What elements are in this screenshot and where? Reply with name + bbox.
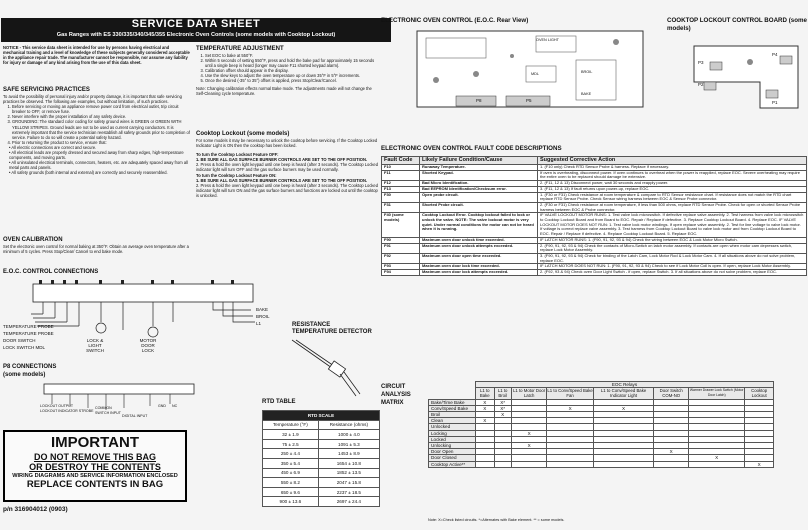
- oven-calibration-title: OVEN CALIBRATION: [3, 237, 63, 243]
- rtd-temperature: 75 ± 2.5: [263, 439, 319, 449]
- p8-label-lockout-output: LOCKOUT OUTPUT: [40, 404, 74, 408]
- matrix-cell: [547, 461, 593, 467]
- header-banner: [1, 18, 391, 42]
- fault-cause: Bad Micro Identification.: [420, 181, 538, 187]
- page-title: SERVICE DATA SHEET: [131, 18, 261, 30]
- fault-cause: Open probe circuit.: [420, 192, 538, 202]
- matrix-row-label: Door Closed: [429, 455, 476, 461]
- matrix-cell: X: [745, 461, 774, 467]
- eoc-rear-view-diagram: [416, 30, 644, 108]
- matrix-row-label: Unlocking: [429, 443, 476, 449]
- board-label-p1: P1: [772, 100, 778, 105]
- fault-code: F93: [382, 264, 420, 270]
- fault-action: If oven is overheating, disconnect power. If oven continues to overheat when the power is reapplied, replace EOC. Severe overheating may require the entire oven to be replaced should damage be extensive.: [538, 170, 807, 180]
- matrix-cell: X: [511, 430, 547, 436]
- fault-cause: Shorted Probe circuit.: [420, 202, 538, 212]
- matrix-cell: [654, 461, 689, 467]
- rtd-temperature: 650 ± 9.6: [263, 487, 319, 497]
- label-door-switch: DOOR SWITCH: [3, 338, 36, 343]
- safety-item: 1. Before servicing or moving an appliance remove power cord from electrical outlet, trip circuit breaker to OFF, or remove fuse.: [12, 104, 191, 114]
- matrix-col-header: Door Switch COM-NO: [654, 388, 689, 399]
- matrix-col-header: L1 to Broil: [494, 388, 511, 399]
- rtd-row: [263, 439, 380, 449]
- matrix-row-label: Door Open: [429, 449, 476, 455]
- cooktop-on-step1: 1. BE SURE ALL GAS SURFACE BURNER CONTROLS ARE SET TO THE OFF POSITION.: [196, 177, 368, 183]
- matrix-cell: X: [476, 418, 495, 424]
- matrix-cell: X: [547, 405, 593, 411]
- matrix-cell: [593, 461, 653, 467]
- safety-item: 3. GROUNDING: The standard color coding for safety ground wires is GREEN or GREEN WITH YELLOW STRIPES. Ground leads are not to be used as current carrying conductors. It is extremely important that the service technician reestablish all safety grounds prior to completion of service. Failure to do so will create a potential safety hazard.: [12, 119, 191, 139]
- rear-label-mdl: MDL: [531, 72, 540, 76]
- rtd-table: [262, 410, 380, 507]
- cooktop-board-title: COOKTOP LOCKOUT CONTROL BOARD (some models): [667, 17, 807, 32]
- matrix-cell: X*: [494, 405, 511, 411]
- matrix-row-label: Locked: [429, 436, 476, 442]
- fault-code-table: [381, 156, 807, 276]
- fault-col-action: Suggested Corrective Action: [538, 157, 807, 165]
- notice-label: NOTICE -: [3, 45, 23, 50]
- fault-action: 1. (F30 or F31) Check resistance at room temperature & compare to RTD Sensor resistance chart. If resistance does not match the RTD chart replace RTD Sensor Probe. Check Sensor wiring harness between EOC & Sensor Probe connector.: [538, 192, 807, 202]
- matrix-cell: [476, 461, 495, 467]
- rtd-resistance: 1000 ± 4.0: [318, 430, 379, 440]
- fault-action: 3. (F90, 91, 92, 93 & 94) Check for binding of the Latch Cam, Lock Motor Rod & Lock Motor Cam. 4. If all situations above do not solve problem, replace EOC.: [538, 253, 807, 263]
- matrix-cell: X: [476, 405, 495, 411]
- rtd-resistance: 1453 ± 8.9: [318, 449, 379, 459]
- matrix-row-label: Bake/Time Bake: [429, 399, 476, 405]
- notice: [3, 45, 191, 65]
- rtd-temperature: 32 ± 1.9: [263, 430, 319, 440]
- temp-adjust-steps: [196, 53, 378, 84]
- cooktop-title: Cooktop Lockout (some models): [196, 131, 290, 137]
- fault-codes-title: ELECTRONIC OVEN CONTROL FAULT CODE DESCRIPTIONS: [381, 145, 562, 152]
- matrix-cell: X: [689, 455, 745, 461]
- rtd-resistance: 2237 ± 18.5: [318, 487, 379, 497]
- warning-line1: DO NOT REMOVE THIS BAG: [33, 452, 156, 462]
- fault-cause: Maximum oven door lock time exceeded.: [420, 264, 538, 270]
- fault-code: F92: [382, 253, 420, 263]
- matrix-row-label: Clean: [429, 418, 476, 424]
- fault-action: IF LATCH MOTOR RUNS: 1. (F90, 91, 92, 93 & 94) Check the wiring between EOC & Lock Motor Micro Switch.: [538, 237, 807, 243]
- oven-calibration-text: Set the electronic oven control for normal baking at 350°F. Obtain an average oven temperature after a minimum of 5 cycles. Press Stop/Clear/ Cancel to end bake mode.: [3, 244, 189, 255]
- matrix-cell: X: [593, 405, 653, 411]
- temp-adjust-step: 2. Within 5 seconds of setting 550°F, press and hold the bake pad for approximately 15 seconds until a single beep is heard (longer may cause F11 shorted keypad alarm).: [205, 58, 378, 68]
- fault-code: F91: [382, 243, 420, 253]
- board-label-p4: P4: [772, 52, 778, 57]
- fault-cause: Bad EEPROM Identification/Checksum error.: [420, 186, 538, 192]
- matrix-col-header: L1 to Bake: [476, 388, 495, 399]
- fault-cause: Maximum oven door lock attempts exceeded.: [420, 270, 538, 276]
- cooktop-off-step2: 2. Press & hold the oven light keypad until one beep is heard (after 3 seconds). The Cooktop Locked indicator light will turn OFF and the gas surface burners may be used normally.: [196, 162, 378, 173]
- matrix-cell: [511, 461, 547, 467]
- fault-action: 2. (F30 or F31) Check resistance at room temperature, if less than 500 ohms, replace RTD Sensor Probe. Check for open or shorted Sensor Probe harness between EOC & Probe connector.: [538, 202, 807, 212]
- fault-code: F90: [382, 237, 420, 243]
- rtd-col-temp: Temperature (°F): [263, 420, 319, 430]
- fault-row: [382, 202, 807, 212]
- fault-action: 2. (F92, 93 & 94) Check oven Door Light Switch - if open, replace Switch. 3. If all situations above do not solve problem, replace EOC.: [538, 270, 807, 276]
- rtd-row: [263, 449, 380, 459]
- rear-label-p5: P5: [526, 98, 532, 103]
- rtd-row: [263, 497, 380, 507]
- rtd-temperature: 450 ± 6.9: [263, 468, 319, 478]
- safety-item: 2. Never interfere with the proper installation of any safety device.: [12, 114, 191, 119]
- warning-line2: OR DESTROY THE CONTENTS: [29, 462, 161, 472]
- rear-label-bake: BAKE: [581, 92, 592, 96]
- p8-label-nc: NC: [172, 404, 178, 408]
- matrix-col-header: L1 to Conv/Speed Bake Fan: [547, 388, 593, 399]
- rtd-row: [263, 468, 380, 478]
- rtd-row: [263, 478, 380, 488]
- rear-view-title: ELECTRONIC OVEN CONTROL (E.O.C. Rear View): [381, 17, 529, 24]
- safety-title: SAFE SERVICING PRACTICES: [3, 87, 90, 93]
- safety-bullet: • All safety grounds (both internal and external) are correctly and securely reassembled.: [9, 170, 168, 176]
- notice-text: This service data sheet is intended for use by persons having electrical and mechanical training and a level of knowledge of these subjects generally considered acceptable in the appliance repair trade. The manufacturer cannot be responsible, nor assume any liability for injury or damage of any kind arising from the use of this data sheet.: [3, 45, 190, 66]
- matrix-title: CIRCUIT ANALYSIS MATRIX: [381, 384, 411, 406]
- fault-row: [382, 192, 807, 202]
- fault-code: F11: [382, 170, 420, 180]
- rtd-row: [263, 458, 380, 468]
- rtd-resistance: 2697 ± 24.4: [318, 497, 379, 507]
- matrix-cell: X: [511, 443, 547, 449]
- cooktop-intro: For some models it may be necessary to unlock the cooktop before servicing. If the Cooktop Locked Indicator Light is ON then the cooktop has been locked.: [196, 138, 378, 149]
- fault-cause: Maximum oven door open time exceeded.: [420, 253, 538, 263]
- matrix-cell: [689, 461, 745, 467]
- board-label-p3: P3: [698, 60, 704, 65]
- label-temp-probe-2: TEMPERATURE PROBE: [3, 331, 54, 336]
- rtd-temperature: 900 ± 13.6: [263, 497, 319, 507]
- fault-cause: Shorted Keypad.: [420, 170, 538, 180]
- rtd-row: [263, 430, 380, 440]
- matrix-row-label: Conv/Speed Bake: [429, 405, 476, 411]
- matrix-cell: X: [494, 412, 511, 418]
- fault-cause: Cooktop Lockout Error. Cooktop lockout failed to lock or unlock the valve. NOTE: The valve lockout motor is very quiet. Under normal conditions the motor can not be heard when it is running.: [420, 213, 538, 238]
- matrix-note: Note: X=Check listed circuits. *=Alternates with Bake element. ** = some models.: [428, 518, 565, 522]
- safety-bullet: • All electrical leads are properly dressed and secured away from sharp edges, high-temperature components, and moving parts.: [9, 150, 184, 161]
- rtd-resistance: 1852 ± 13.5: [318, 468, 379, 478]
- matrix-row-label: Locking: [429, 430, 476, 436]
- fault-row: [382, 270, 807, 276]
- p8-label-gnd: GND: [158, 404, 166, 408]
- matrix-cell: X: [476, 399, 495, 405]
- cooktop-board-diagram: [690, 42, 802, 112]
- rtd-resistance: 2047 ± 15.8: [318, 478, 379, 488]
- safety-list: [3, 104, 191, 145]
- safety-bullet: • All electric connections are correct and secure.: [9, 144, 97, 150]
- warning-line4: REPLACE CONTENTS IN BAG: [26, 479, 164, 491]
- matrix-group-header: EOC Relays: [476, 382, 774, 388]
- fault-code: F12: [382, 181, 420, 187]
- cooktop-off-title: To turn the Cooktop Lockout Feature OFF:: [196, 152, 279, 158]
- safety-intro: To avoid the possibility of personal injury and/or property damage, it is important that safe servicing practices be observed. The following are examples, but without limitation, of such practices.: [3, 94, 182, 105]
- fault-action: 2. (F11, 12 & 13) Disconnect power, wait 30 seconds and reapply power.: [538, 181, 807, 187]
- rear-label-broil: BROIL: [581, 70, 593, 74]
- label-l1: L1: [256, 321, 262, 326]
- matrix-cell: X*: [494, 399, 511, 405]
- safety-section: [3, 86, 191, 176]
- matrix-col-header: L1 to Motor Door Latch: [512, 388, 546, 399]
- fault-action: IF VALVE LOCKOUT MOTOR RUNS: 1. Test valve lock microswitch. If defective replace valve assembly. 2. Test harness from valve lock microswitch to Cooktop Lockout Board and from Board to EOC. Repair / Replace if defective. 3. Replace Cooktop Lockout Board. 4. Replace EOC. IF VALVE LOCKOUT MOTOR DOES NOT RUN: 1. Test valve lock motor windings. If open replace valve assembly. 2. Test for line voltage to valve lock motor. If voltage is correct replace valve assembly. 3. Test harness from Cooktop Lockout Board to valve lock motor and from Cooktop Lockout Board to EOC. Repair / Replace if defective. 4. Replace Cooktop Lockout Board. 5. Replace EOC.: [538, 213, 807, 238]
- oven-calibration: [3, 236, 191, 254]
- rtd-row: [263, 487, 380, 497]
- rtd-scale-header: RTD SCALE: [263, 411, 380, 421]
- fault-code: F31: [382, 202, 420, 212]
- cooktop-on-title: To turn the Cooktop Lockout Feature ON:: [196, 172, 277, 178]
- fault-col-code: Fault Code: [382, 157, 420, 165]
- rtd-resistance: 1091 ± 5.3: [318, 439, 379, 449]
- temp-adjust-note: Note: Changing calibration effects normal Bake mode. The adjustments made will not change the Self-Cleaning cycle temperature.: [196, 85, 372, 96]
- circuit-matrix: [428, 381, 774, 468]
- rtd-table-title: RTD TABLE: [262, 399, 296, 405]
- rtd-temperature: 550 ± 8.2: [263, 478, 319, 488]
- fault-cause: Maximum oven door unlock time exceeded.: [420, 237, 538, 243]
- fault-row: [382, 253, 807, 263]
- rtd-temperature: 250 ± 4.4: [263, 449, 319, 459]
- label-temp-probe-1: TEMPERATURE PROBE: [3, 324, 54, 329]
- matrix-cell: X: [654, 449, 689, 455]
- fault-code: F94: [382, 270, 420, 276]
- fault-action: IF LATCH MOTOR DOES NOT RUN: 1. (F90, 91, 92, 93 & 94) Check to see if Lock Motor Coil is open. If open, replace Lock Motor Assembly.: [538, 264, 807, 270]
- p8-label-digital-input: DIGITAL INPUT: [122, 414, 148, 418]
- matrix-row: [429, 461, 774, 467]
- temp-adjust-step: 4. Use the slew keys to adjust the oven temperature up or down 35°F in 5°F increments.: [205, 73, 378, 78]
- fault-cause: Runaway Temperature.: [420, 165, 538, 171]
- fault-row: [382, 243, 807, 253]
- cooktop-off-step1: 1. BE SURE ALL GAS SURFACE BURNER CONTROLS ARE SET TO THE OFF POSITION.: [196, 157, 368, 163]
- fault-row: [382, 170, 807, 180]
- label-lock-switch-mdl: LOCK SWITCH MDL: [3, 345, 46, 350]
- matrix-row-label: Unlocked: [429, 424, 476, 430]
- warning-title: IMPORTANT: [50, 434, 140, 451]
- fault-action: 2. (F90, 91, 92, 93 & 94) Check the contacts of Micro-Switch on latch motor assembly. If contacts are open when motor cam depresses switch, replace Lock Motor Assembly.: [538, 243, 807, 253]
- part-number: p/n 316904012 (0903): [3, 506, 68, 513]
- safety-item: 4. Prior to returning the product to service, ensure that:: [12, 140, 191, 145]
- fault-action: 3. (F11, 12 & 13) If fault returns upon power-up, replace EOC.: [538, 186, 807, 192]
- matrix-cell: [494, 461, 511, 467]
- temp-adjust-step: 1. Set EOC to bake at 550°F.: [205, 53, 378, 58]
- p8-label-switch-input: SWITCH INPUT: [95, 411, 121, 415]
- cooktop-lockout: [196, 130, 378, 198]
- label-lock-light-switch: LOCK & LIGHT SWITCH: [86, 338, 104, 353]
- temp-adjust-title: TEMPERATURE ADJUSTMENT: [196, 46, 284, 52]
- fault-cause: Maximum oven door unlock attempts exceeded.: [420, 243, 538, 253]
- safety-bullets: [3, 145, 191, 176]
- fault-code: F40 (some models): [382, 213, 420, 238]
- fault-action: 1. (F10 only) Check RTD Sensor Probe & harness. Replace if necessary.: [538, 165, 807, 171]
- fault-col-cause: Likely Failure Condition/Cause: [420, 157, 538, 165]
- page-subtitle: Gas Ranges with ES 330/335/340/345/355 Electronic Oven Controls (some models with Cooktop Lockout): [56, 32, 336, 38]
- temp-adjust-step: 5. Once the desired (-35° to 35°) offset is applied, press Stop/Clear/Cancel.: [205, 78, 378, 83]
- fault-code: F13: [382, 186, 420, 192]
- eoc-connections-title: E.O.C. CONTROL CONNECTIONS: [3, 269, 99, 275]
- rtd-probe-title: RESISTANCE TEMPERATURE DETECTOR: [292, 322, 372, 335]
- matrix-col-header: L1 to Conv/Speed Bake Indicator Light: [593, 388, 653, 399]
- label-motor-door-lock: MOTOR DOOR LOCK: [139, 338, 157, 353]
- rtd-col-res: Resistance (ohms): [318, 420, 379, 430]
- matrix-col-header: Warmer Drawer Lock Switch (Motor Door Latch): [689, 388, 744, 398]
- rear-label-p8: P8: [476, 98, 482, 103]
- rtd-temperature: 350 ± 5.4: [263, 458, 319, 468]
- safety-bullet: • All uninsulated electrical terminals, connectors, heaters, etc. are adequately spaced away from all metal parts and panels.: [9, 160, 188, 171]
- cooktop-on-step2: 2. Press & hold the oven light keypad until one beep is heard (after 3 seconds). The Cooktop Locked indicator light will turn ON and the gas surface burners and functions are locked out until the cooktop is unlocked.: [196, 182, 378, 198]
- rear-label-oven-light: OVEN LIGHT: [536, 38, 559, 42]
- label-bake: BAKE: [256, 307, 269, 312]
- p8-label-lockout-strobe: LOCKOUT INDICATOR STROBE: [40, 409, 94, 413]
- p8-title: P8 CONNECTIONS (some models): [3, 364, 57, 378]
- fault-code: F10: [382, 165, 420, 171]
- rtd-resistance: 1654 ± 10.8: [318, 458, 379, 468]
- board-label-p2: P2: [698, 82, 704, 87]
- p8-label-common: COMMON: [95, 406, 112, 410]
- warning-line3: WIRING DIAGRAMS AND SERVICE INFORMATION ENCLOSED: [12, 473, 178, 479]
- temp-adjust-step: 3. Calibration offset should appear in the display.: [205, 68, 378, 73]
- matrix-row-label: Cooktop Active**: [429, 461, 476, 467]
- temperature-adjustment: [196, 45, 378, 96]
- matrix-row-label: Broil: [429, 412, 476, 418]
- fault-row: [382, 213, 807, 238]
- fault-code: F30: [382, 192, 420, 202]
- warning-box: [3, 430, 187, 502]
- label-broil: BROIL: [256, 314, 270, 319]
- matrix-col-header: Cooktop Lockout: [745, 388, 774, 399]
- rtd-probe-diagram: [282, 338, 378, 398]
